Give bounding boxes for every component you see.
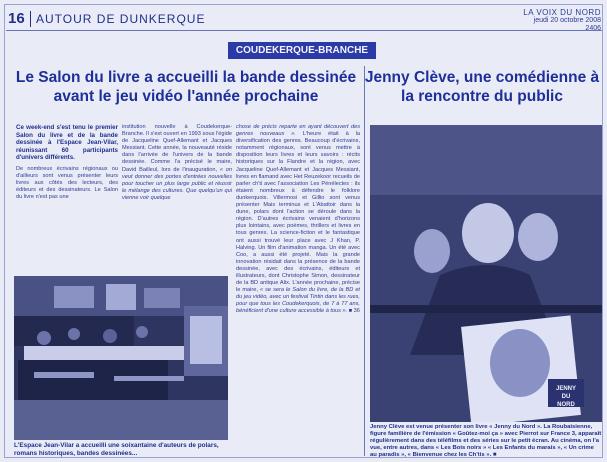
article1-col2-quote: « on veut donner des portes d'entrées nouvelles pour toucher un plus large public et réussir le mélange des cultures. Que quelqu'un qui vienne voir quelque: [122, 166, 232, 201]
article1-column-3: [236, 124, 360, 454]
article2-headline: Jenny Clève, une comédienne à la rencontre du public: [364, 69, 600, 105]
article1-column-1: [16, 124, 118, 268]
article1-headline: Le Salon du livre a accueilli la bande dessinée avant le jeu vidéo l'année prochaine: [15, 69, 357, 105]
jenny-photo-caption: Jenny Clève est venue présenter son livre « Jenny du Nord ». La Roubaisienne, figure familière de l'émission « Goûtez-moi ça » avec Pierrot sur France 3, apparaît régulièrement dans des téléfilms et des séries sur le petit écran. Au cinéma, on l'a vue, entre autres, dans « Les Bois noirs » « Les Enfants du marais », « Un crime au paradis », « Bienvenue chez les Ch'tis ». ■: [370, 424, 602, 458]
jenny-cleve-photo: [370, 125, 602, 422]
newspaper-name: LA VOIX DU NORD: [523, 8, 601, 17]
article1-col3-quote: chose de précis reparte en ayant découvert des genres nouveaux ».: [236, 124, 360, 138]
column-divider: [364, 66, 365, 456]
article1-col3-end: « se sera le Salon du livre, de la BD et du jeu vidéo, avec un festival Tintin dans les rues, pour que tous les Coudekerquois, de 7 à 77 ans, bénéficient d'une culture accessible à tous ».: [236, 287, 360, 315]
newspaper-masthead: [523, 9, 601, 33]
salon-photo-caption: L'Espace Jean-Vilar a accueilli une soixantaine d'auteurs de polars, romans historiques, bandes dessinées...: [14, 442, 219, 457]
article1-col2-text: institution nouvelle à Coudekerque-Branche. Il s'est ouvert en 1993 sous l'égide de Jacqueline Quef-Allemant et Jacques Messiant. Cette année, la nouveauté réside dans l'arrivée de l'univers de la bande dessinée. Comme l'a précisé le maire, David Bailleul, lors de l'inauguration,: [122, 124, 232, 173]
salon-hall-photo: [14, 276, 228, 440]
article1-column-2: [122, 124, 232, 268]
book-cover-title: JENNY DU NORD: [555, 386, 577, 408]
locality-ribbon: COUDEKERQUE-BRANCHE: [228, 42, 376, 59]
article1-col3-text: L'heure était à la diversification des genres. Beaucoup d'écrivains, notamment régionaux, sont venus mettre à disposition leurs livres et leurs savoirs : récits historiques sur la Flandre et la région, avec Jacqueline Quef-Allemant et Jacques Messiant, livres en flamand avec Het Reuzekoor recueils de parler ch'ti avec l'association Les Pénélectes : ils étaient nombreux à défendre le folklore dunkerquois. Villermosi et Gillio sont venus présenter Mais terminus et L'Abattoir dans la dune, polars dont l'action se déroule dans la région. D'autres écrivains venaient d'horizons plus lointains, avec poèmes, thrillers et livres en tous genres. La science-fiction et le fantastique ont aussi trouvé leur place avec J Khan, P. Halving. Un film d'animation manga. Un été avec Coo, a aussi été projeté. Mais la grande innovation résidait dans la présence de la bande dessinée, avec des écrivains, éditeurs et illustrateurs, dont Christophe Simon, dessinateur de la BD antique Alix. L'année prochaine, précise le maire,: [236, 131, 360, 294]
issue-date: jeudi 20 octobre 2008: [533, 17, 601, 24]
page-number: 16: [8, 10, 25, 27]
page-header: [6, 8, 603, 31]
article1-lead: Ce week-end s'est tenu le premier Salon du livre et de la bande dessinée à l'Espace Jean-Vilar, réunissant 60 participants d'univers différents.: [16, 124, 118, 162]
salon-hall-image: [14, 276, 228, 440]
edition-number: 2406: [585, 25, 601, 32]
jenny-cleve-image: [370, 125, 602, 422]
section-title: AUTOUR DE DUNKERQUE: [36, 12, 206, 26]
header-separator: [30, 11, 31, 27]
article1-signature: ■ 36: [348, 308, 360, 315]
article1-col1-text: De nombreux écrivains régionaux ou d'ailleurs sont venus présenter leurs livres aux côtés des lecteurs, des éditeurs et des dessinateurs. Le Salon du livre n'est pas une: [16, 165, 118, 201]
